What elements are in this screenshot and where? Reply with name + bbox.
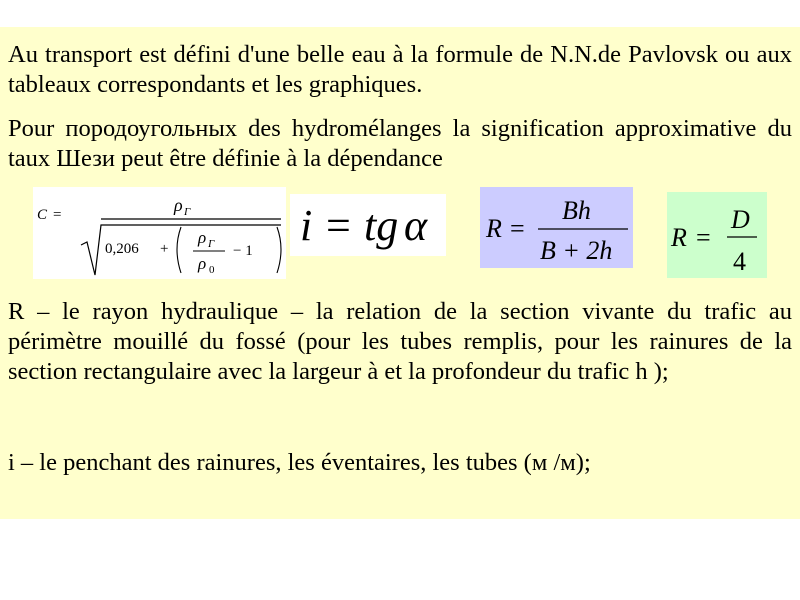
formula-rect-lhs: R — [486, 214, 502, 243]
formula-hydraulic-radius-rect — [480, 187, 633, 268]
formula-chezy-eq: = — [53, 207, 62, 223]
paragraph-pavlovsky: Au transport est défini d'une belle eau à la formule de N.N.de Pavlovsk ou aux tableaux correspondants et les graphiques. — [8, 41, 792, 98]
formula-chezy-rho-inner-num: ρ — [198, 228, 207, 247]
formula-chezy-rho-inner-den: ρ — [198, 254, 207, 273]
formula-chezy-sub-g-top: Г — [184, 206, 191, 218]
formula-slope — [290, 194, 446, 256]
formula-slope-eq: = — [326, 201, 351, 250]
paragraph-chezy-intro: Pour породоугольных des hydromélanges la signification approximative du taux Шези peut être définie à la dépendance — [8, 115, 792, 172]
formula-chezy-lhs: C — [37, 207, 48, 223]
formula-rect-eq: = — [510, 214, 525, 243]
paragraph-slope-definition: i – le penchant des rainures, les éventaires, les tubes (м /м); — [8, 449, 591, 476]
formula-chezy-sub-0: 0 — [209, 264, 215, 276]
formula-tube-lhs: R — [671, 223, 687, 252]
formula-rect-den: B + 2h — [540, 236, 613, 265]
formula-tube-eq: = — [696, 223, 711, 252]
formula-rect-num: Bh — [562, 196, 591, 225]
formula-slope-tg: tg — [364, 201, 399, 250]
formula-slope-alpha: α — [404, 201, 428, 250]
formula-chezy-sub-g-inner: Г — [208, 238, 215, 250]
formula-hydraulic-radius-tube — [667, 192, 767, 278]
formula-tube-den: 4 — [733, 247, 746, 276]
formula-slope-i: i — [300, 201, 313, 250]
formula-tube-num: D — [731, 205, 750, 234]
formula-chezy-plus: + — [160, 241, 169, 257]
formula-chezy-const: 0,206 — [105, 241, 139, 257]
formula-chezy-rho-top: ρ — [174, 195, 183, 215]
formula-chezy-coefficient — [33, 187, 286, 279]
formula-chezy-minus-one: − 1 — [233, 243, 253, 259]
paragraph-hydraulic-radius: R – le rayon hydraulique – la relation de la section vivante du trafic au périmètre mouillé du fossé (pour les tubes remplis, pour les rainures de la section rectangulaire avec la largeur à et la profondeur du trafic h ); — [8, 298, 792, 385]
